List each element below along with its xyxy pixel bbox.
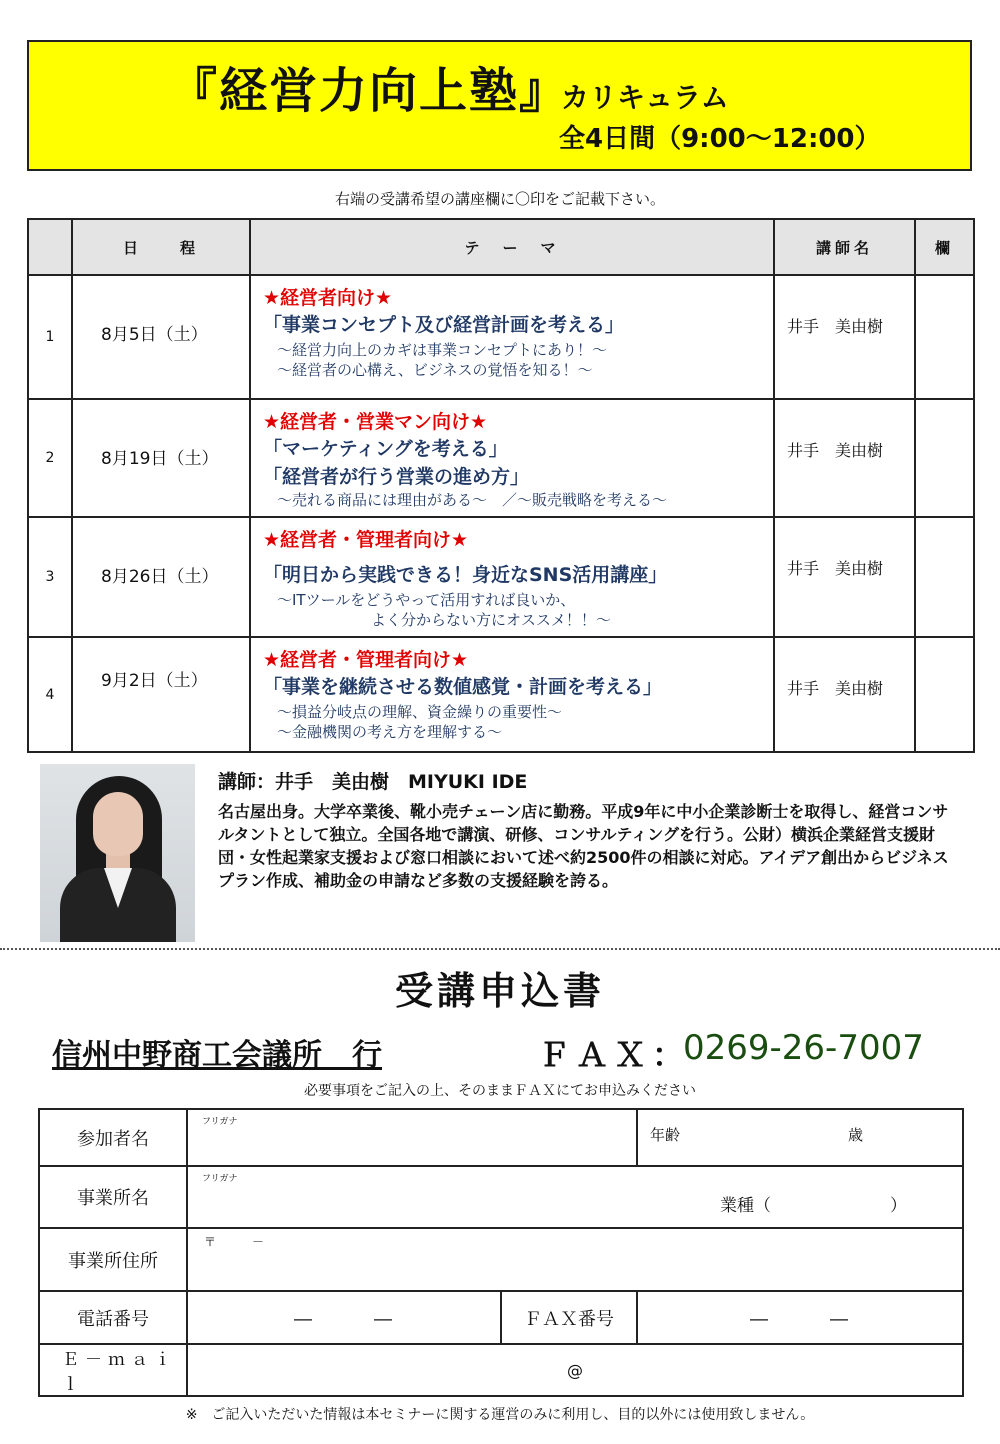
furigana-label: フリガナ xyxy=(202,1117,238,1127)
check-cell[interactable] xyxy=(915,399,974,517)
row-number: 2 xyxy=(28,399,72,517)
postal-mark: 〒 － xyxy=(204,1235,265,1249)
session-theme xyxy=(250,275,774,399)
table-row xyxy=(28,399,974,517)
page-title: 『経営力向上塾』 xyxy=(169,63,570,119)
age-unit: 歳 xyxy=(848,1126,864,1144)
email-label: Ｅ－ｍａｉｌ xyxy=(39,1344,187,1396)
table-row xyxy=(28,275,974,399)
header-check: 欄 xyxy=(915,219,974,275)
curriculum-table xyxy=(27,218,975,753)
header-no xyxy=(28,219,72,275)
schedule-note: 全4日間（9:00～12:00） xyxy=(559,124,881,154)
phone-field[interactable]: ― ― xyxy=(187,1291,501,1344)
page-subtitle: カリキュラム xyxy=(561,81,729,114)
session-desc: ～経営力向上のカギは事業コンセプトにあり！～ xyxy=(277,341,608,359)
header-theme: テ ー マ xyxy=(250,219,774,275)
application-form xyxy=(38,1108,964,1397)
instructor-heading: 講師：井手 美由樹 MIYUKI IDE xyxy=(218,771,528,793)
form-instruction: 必要事項をご記入の上、そのままＦＡＸにてお申込みください xyxy=(304,1083,696,1099)
form-title: 受講申込書 xyxy=(394,969,605,1013)
fax-field[interactable]: ― ― xyxy=(637,1291,963,1344)
session-desc: よく分からない方にオススメ！！～ xyxy=(371,611,611,629)
cut-line-divider xyxy=(0,948,1000,950)
session-theme xyxy=(250,399,774,517)
session-desc: ～金融機関の考え方を理解する～ xyxy=(277,723,503,741)
fax-field-label: ＦＡＸ番号 xyxy=(501,1291,637,1344)
age-field[interactable] xyxy=(637,1109,963,1166)
fax-label: ＦＡＸ： xyxy=(538,1036,691,1074)
participant-name-field[interactable] xyxy=(187,1109,637,1166)
session-theme xyxy=(250,517,774,637)
instructor-name: 井手 美由樹 xyxy=(774,275,915,399)
table-header-row xyxy=(28,219,974,275)
check-cell[interactable] xyxy=(915,637,974,752)
session-date: 8月5日（土） xyxy=(72,275,250,399)
session-date: 9月2日（土） xyxy=(72,637,250,752)
form-row-participant xyxy=(39,1109,963,1166)
instructor-bio: 名古屋出身。大学卒業後、靴小売チェーン店に勤務。平成9年に中小企業診断士を取得し、経営コンサルタントとして独立。全国各地で講演、研修、コンサルティングを行う。公財）横浜企業経営支援財団・女性起業家支援および窓口相談において述べ約2500件の相談に対応。アイデア創出からビジネスプラン作成、補助金の申請など多数の支援経験を誇る。 xyxy=(218,802,949,890)
privacy-note: ※ ご記入いただいた情報は本セミナーに関する運営のみに利用し、目的以外には使用致しません。 xyxy=(185,1407,815,1423)
header-instructor: 講師名 xyxy=(774,219,915,275)
target-audience: ★経営者・管理者向け★ xyxy=(263,649,469,671)
instructor-name: 井手 美由樹 xyxy=(774,517,915,637)
form-row-phone xyxy=(39,1291,963,1344)
target-audience: ★経営者・管理者向け★ xyxy=(263,529,469,551)
session-theme xyxy=(250,637,774,752)
header-date: 日 程 xyxy=(72,219,250,275)
session-desc: ～売れる商品には理由がある～ ／～販売戦略を考える～ xyxy=(277,491,668,509)
address-field[interactable] xyxy=(187,1228,963,1291)
form-destination: 信州中野商工会議所 行 xyxy=(52,1038,382,1073)
business-name-field[interactable] xyxy=(187,1166,963,1228)
age-label: 年齢 xyxy=(650,1126,681,1144)
session-title: 「マーケティングを考える」 xyxy=(263,438,508,460)
session-desc: ～経営者の心構え、ビジネスの覚悟を知る！～ xyxy=(277,361,593,379)
instructor-photo xyxy=(40,764,195,942)
selection-instruction: 右端の受講希望の講座欄に〇印をご記載下さい。 xyxy=(334,190,665,208)
business-name-label: 事業所名 xyxy=(39,1166,187,1228)
instructor-name: 井手 美由樹 xyxy=(774,399,915,517)
target-audience: ★経営者向け★ xyxy=(263,287,393,309)
session-desc: ～ITツールをどうやって活用すれば良いか、 xyxy=(277,591,576,609)
form-row-address xyxy=(39,1228,963,1291)
session-title: 「明日から実践できる！身近なSNS活用講座」 xyxy=(263,564,668,586)
session-title: 「事業を継続させる数値感覚・計画を考える」 xyxy=(263,676,663,698)
session-date: 8月26日（土） xyxy=(72,517,250,637)
form-row-business xyxy=(39,1166,963,1228)
session-date: 8月19日（土） xyxy=(72,399,250,517)
table-row xyxy=(28,637,974,752)
table-row xyxy=(28,517,974,637)
row-number: 1 xyxy=(28,275,72,399)
furigana-label: フリガナ xyxy=(202,1174,238,1184)
check-cell[interactable] xyxy=(915,517,974,637)
phone-label: 電話番号 xyxy=(39,1291,187,1344)
session-desc: ～損益分岐点の理解、資金繰りの重要性～ xyxy=(277,703,563,721)
header-banner xyxy=(27,40,972,171)
fax-number: 0269-26-7007 xyxy=(683,1028,924,1068)
form-row-email xyxy=(39,1344,963,1396)
check-cell[interactable] xyxy=(915,275,974,399)
row-number: 4 xyxy=(28,637,72,752)
email-field[interactable]: @ xyxy=(187,1344,963,1396)
instructor-name: 井手 美由樹 xyxy=(774,637,915,752)
participant-label: 参加者名 xyxy=(39,1109,187,1166)
session-title: 「事業コンセプト及び経営計画を考える」 xyxy=(263,314,625,336)
target-audience: ★経営者・営業マン向け★ xyxy=(263,411,488,433)
address-label: 事業所住所 xyxy=(39,1228,187,1291)
row-number: 3 xyxy=(28,517,72,637)
session-title: 「経営者が行う営業の進め方」 xyxy=(263,466,530,488)
business-type-label: 業種（ ） xyxy=(720,1196,907,1216)
